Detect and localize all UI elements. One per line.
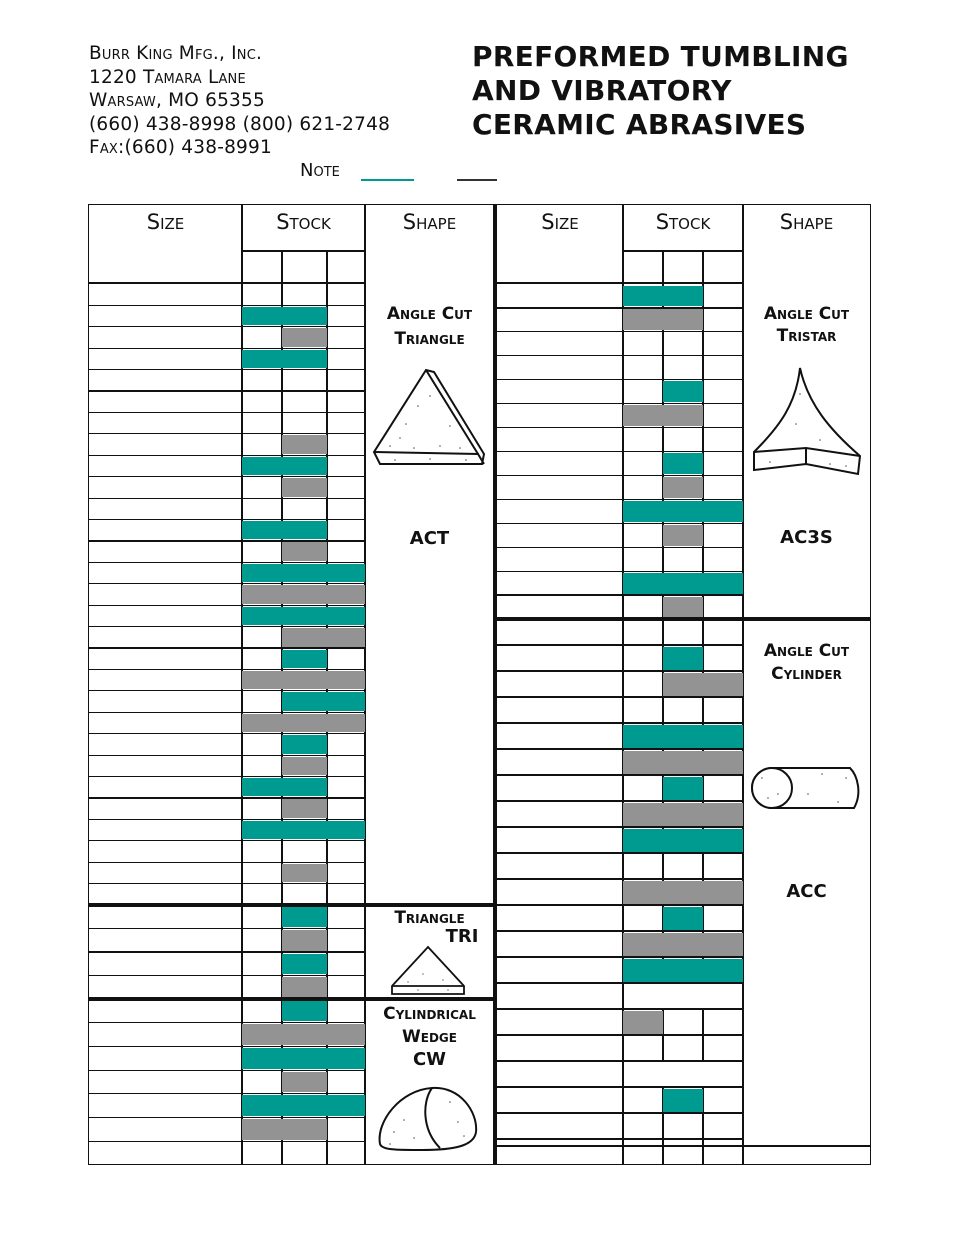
stock-fill-cell [703,725,743,748]
table-row-line [497,930,743,931]
stock-fill-cell [282,714,327,732]
stock-fill-cell [663,477,703,498]
stock-fill-cell [327,671,365,689]
angle-cut-tristar-illustration [750,364,864,478]
title-line-2: AND VIBRATORY [472,74,732,107]
table-row-line [497,852,743,853]
stock-fill-cell [663,573,703,594]
stock-fill-cell [623,286,663,307]
stock-fill-cell [663,525,703,546]
acc-code: ACC [786,881,827,902]
table-row-line [497,1008,743,1009]
table-row-line [497,1138,743,1139]
stock-fill-cell [623,829,663,852]
stock-fill-cell [242,307,282,325]
table-row-line [497,670,743,671]
right-shape-header: Shape [779,210,834,234]
stock-fill-cell [242,1048,282,1069]
stock-fill-cell [282,457,327,475]
stock-fill-cell [327,1024,365,1045]
stock-fill-cell [663,933,703,956]
stock-fill-cell [703,673,743,696]
table-row-line [89,540,365,541]
company-street: 1220 Tamara Lane [89,66,246,88]
stock-fill-cell [663,405,703,426]
stock-fill-cell [282,1095,327,1116]
stock-fill-cell [623,501,663,522]
table-row-line [89,326,365,327]
table-row-line [497,451,743,452]
stock-fill-cell [282,907,327,928]
stock-fill-cell [327,821,365,839]
stock-fill-cell [663,959,703,982]
table-row-line [89,605,365,606]
stock-fill-cell [327,607,365,625]
title-line-1: PREFORMED TUMBLING [472,40,849,73]
table-row-line [497,696,743,697]
stock-fill-cell [327,628,365,646]
table-row-merged [624,1062,742,1086]
left-stock-header: Stock [276,210,331,234]
left-stock-subheader-line [242,250,365,251]
stock-fill-cell [663,647,703,670]
stock-fill-cell [282,977,327,998]
right-header-bottom-line [497,282,743,284]
stock-fill-cell [663,1089,703,1112]
table-row-line [497,1060,743,1061]
stock-fill-cell [282,799,327,817]
stock-fill-cell [282,671,327,689]
left-header-bottom-line [89,282,365,284]
table-row-line [497,644,743,645]
stock-fill-cell [663,803,703,826]
company-phones: (660) 438-8998 (800) 621-2748 [89,113,391,135]
table-row-line [89,433,365,434]
stock-fill-cell [242,778,282,796]
stock-fill-cell [242,564,282,582]
stock-fill-cell [282,821,327,839]
cylindrical-wedge-illustration [374,1082,482,1154]
table-row-line [497,826,743,827]
stock-fill-cell [663,777,703,800]
table-row-line [497,956,743,957]
table-row-line [89,733,365,734]
company-fax: Fax:(660) 438-8991 [89,137,272,158]
table-row-line [89,975,365,976]
table-row-line [497,355,743,356]
table-row-line [89,840,365,841]
stock-fill-cell [327,1048,365,1069]
table-row-line [89,1093,365,1094]
stock-fill-cell [242,671,282,689]
stock-fill-cell [282,650,327,668]
table-row-line [497,800,743,801]
table-row-line [89,928,365,929]
stock-fill-cell [282,735,327,753]
table-row-line [497,307,743,308]
table-row-line [89,1117,365,1118]
table-row-line [89,1046,365,1047]
table-row-line [89,712,365,713]
stock-fill-cell [703,751,743,774]
stock-fill-cell [282,521,327,539]
stock-fill-cell [623,881,663,904]
angle-cut-triangle-illustration [370,366,488,468]
stock-fill-cell [282,692,327,710]
table-row-line [89,498,365,499]
stock-fill-cell [703,959,743,982]
act-label-line-1: Angle Cut [386,304,473,324]
stock-fill-cell [282,864,327,882]
table-row-line [497,878,743,879]
title-line-3: CERAMIC ABRASIVES [472,108,807,141]
table-row-line [497,1112,743,1113]
stock-fill-cell [663,309,703,330]
stock-fill-cell [623,725,663,748]
acc-label-line-2: Cylinder [771,664,842,684]
cw-label-line-1: Cylindrical [383,1004,476,1024]
company-city: Warsaw, MO 65355 [89,90,265,111]
stock-fill-cell [242,1024,282,1045]
left-shape-header: Shape [402,210,457,234]
stock-fill-cell [623,803,663,826]
table-row-line [89,369,365,370]
table-row-line [497,1034,743,1035]
stock-fill-cell [242,585,282,603]
stock-fill-cell [623,573,663,594]
table-row-line [89,647,365,648]
table-row-line [89,412,365,413]
stock-fill-cell [663,881,703,904]
table-row-line [89,862,365,863]
ac3s-code: AC3S [780,527,833,548]
stock-fill-cell [703,881,743,904]
stock-fill-cell [327,564,365,582]
table-row-line [89,1070,365,1071]
triangle-illustration [388,944,470,999]
stock-fill-cell [242,350,282,368]
table-row-line [89,755,365,756]
table-row-line [497,379,743,380]
table-row-line [89,348,365,349]
stock-fill-cell [623,405,663,426]
table-row-line [89,690,365,691]
stock-fill-cell [282,778,327,796]
stock-fill-cell [282,1048,327,1069]
right-bottom-line [497,1145,870,1146]
stock-fill-cell [663,381,703,402]
stock-fill-cell [282,435,327,453]
stock-fill-cell [623,959,663,982]
table-row-line [89,1022,365,1023]
table-row-line [89,519,365,520]
stock-fill-cell [663,286,703,307]
stock-fill-cell [282,1001,327,1022]
stock-fill-cell [282,328,327,346]
stock-fill-cell [663,597,703,618]
table-row-line [497,774,743,775]
stock-fill-cell [242,821,282,839]
table-row-line [89,583,365,584]
table-row-line [89,626,365,627]
left-size-header: Size [146,210,185,234]
table-row-line [497,904,743,905]
table-row-line [497,594,743,595]
stock-fill-cell [282,607,327,625]
stock-fill-cell [242,714,282,732]
table-row-line [89,669,365,670]
table-row-line [89,1141,365,1142]
stock-fill-cell [242,607,282,625]
table-row-line [497,1086,743,1087]
stock-fill-cell [327,692,365,710]
table-row-merged [624,984,742,1008]
stock-fill-cell [663,501,703,522]
stock-fill-cell [663,673,703,696]
table-row-line [497,403,743,404]
stock-fill-cell [282,542,327,560]
table-row-line [497,523,743,524]
table-row-line [89,951,365,952]
table-row-line [497,331,743,332]
stock-fill-cell [623,1011,663,1034]
table-row-line [89,455,365,456]
stock-fill-cell [327,714,365,732]
table-row-line [89,390,365,391]
right-size-header: Size [541,210,579,234]
stock-fill-cell [282,564,327,582]
stock-fill-cell [623,933,663,956]
table-row-line [497,722,743,723]
angle-cut-cylinder-illustration [748,764,864,812]
stock-fill-cell [663,751,703,774]
stock-fill-cell [282,1119,327,1140]
ac3s-label-line-1: Angle Cut [763,304,850,324]
stock-fill-cell [703,933,743,956]
table-row-line [497,499,743,500]
table-row-line [89,776,365,777]
stock-fill-cell [703,573,743,594]
stock-fill-cell [242,1095,282,1116]
stock-fill-cell [703,501,743,522]
act-code: ACT [409,528,450,549]
table-row-line [89,476,365,477]
stock-fill-cell [282,307,327,325]
stock-fill-cell [327,585,365,603]
stock-fill-cell [282,478,327,496]
stock-fill-cell [623,751,663,774]
stock-fill-cell [282,1072,327,1093]
acc-label-line-1: Angle Cut [763,641,850,661]
stock-fill-cell [623,309,663,330]
stock-fill-cell [242,1119,282,1140]
right-stock-subheader-line [623,250,743,251]
stock-fill-cell [282,954,327,975]
stock-fill-cell [663,453,703,474]
note-label: Note [300,160,340,181]
stock-fill-cell [282,930,327,951]
right-group-divider [497,617,870,621]
stock-fill-cell [703,803,743,826]
table-row-line [89,562,365,563]
stock-fill-cell [663,725,703,748]
table-row-line [89,819,365,820]
stock-fill-cell [703,829,743,852]
table-row-line [497,427,743,428]
table-row-line [497,571,743,572]
table-row-line [497,547,743,548]
stock-fill-cell [242,521,282,539]
cw-label-line-2: Wedge [402,1027,457,1047]
company-name: Burr King Mfg., Inc. [89,43,263,64]
table-row-line [497,748,743,749]
cw-code: CW [412,1049,447,1070]
stock-fill-cell [282,585,327,603]
table-row-line [497,475,743,476]
right-stock-header: Stock [655,210,711,234]
act-label-line-2: Triangle [394,329,465,349]
stock-fill-cell [282,1024,327,1045]
stock-fill-cell [327,1095,365,1116]
table-row-line [89,305,365,306]
tri-label: Triangle [394,908,465,928]
stock-fill-cell [242,457,282,475]
stock-fill-cell [663,829,703,852]
table-row-line [89,883,365,884]
stock-fill-cell [282,350,327,368]
stock-fill-cell [663,907,703,930]
tri-code: TRI [445,926,479,947]
stock-fill-cell [282,628,327,646]
stock-fill-cell [282,757,327,775]
table-row-line [497,982,743,983]
table-row-line [89,797,365,798]
ac3s-label-line-2: Tristar [776,326,837,346]
